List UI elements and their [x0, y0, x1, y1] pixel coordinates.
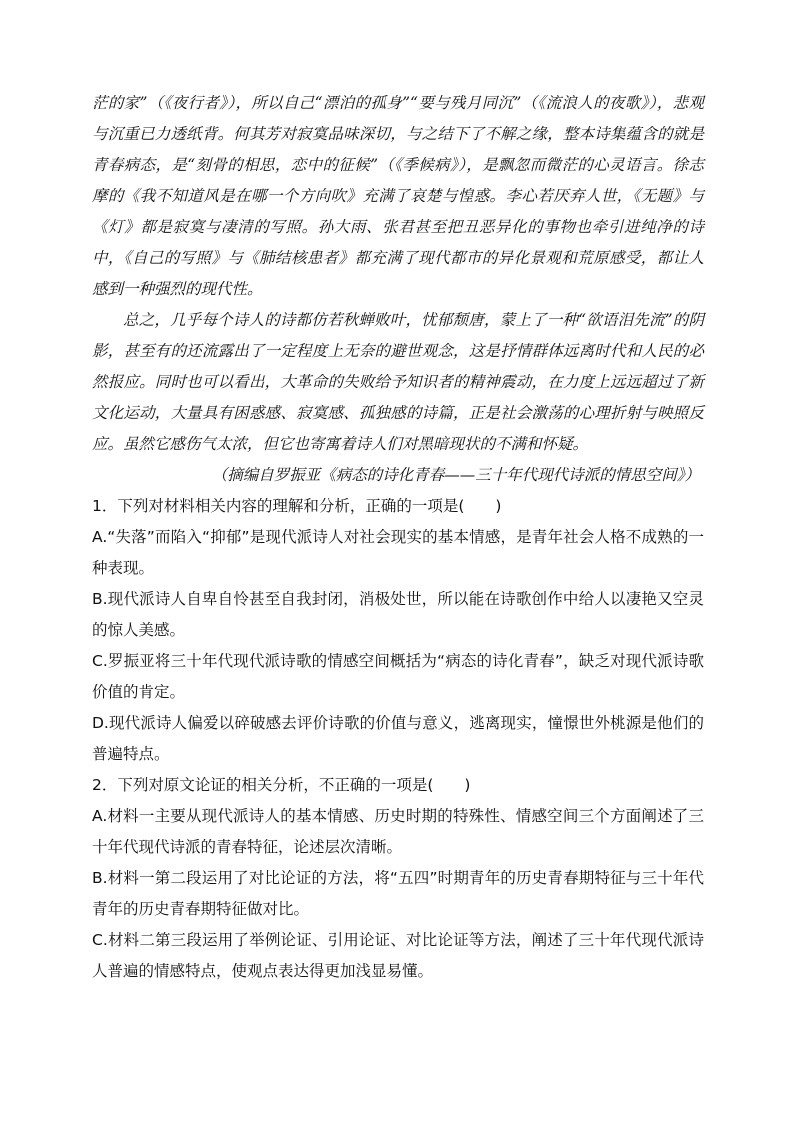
option-a: A.材料一主要从现代派诗人的基本情感、历史时期的特殊性、情感空间三个方面阐述了三十年代现代诗派的青春特征，论述层次清晰。	[92, 807, 704, 856]
document-page	[92, 88, 704, 987]
passage-source: （摘编自罗振亚《病态的诗化青春——三十年代现代诗派的情思空间》）	[211, 466, 700, 484]
option-b: B.现代派诗人自卑自怜甚至自我封闭，消极处世，所以能在诗歌创作中给人以凄艳又空灵的惊人美感。	[92, 590, 704, 639]
passage-paragraph: 茫的家”（《夜行者》），所以自己“漂泊的孤身”“要与残月同沉”（《流浪人的夜歌》），悲观与沉重已力透纸背。何其芳对寂寞品味深切，与之结下了不解之缘，整本诗集蕴含的就是青春病态，是“刻骨的相思，恋中的征候”（《季候病》），是飘忽而微茫的心灵语言。徐志摩的《我不知道风是在哪一个方向吹》充满了哀楚与惶惑。李心若厌弃人世，《无题》与《灯》都是寂寞与凄清的写照。孙大雨、张君甚至把丑恶异化的事物也牵引进纯净的诗中，《自己的写照》与《肺结核患者》都充满了现代都市的异化景观和荒原感受，都让人感到一种强烈的现代性。	[92, 94, 704, 298]
option-b: B.材料一第二段运用了对比论证的方法，将“五四”时期青年的历史青春期特征与三十年代青年的历史青春期特征做对比。	[92, 869, 704, 918]
option-a: A.“失落”而陷入“抑郁”是现代派诗人对社会现实的基本情感，是青年社会人格不成熟的一种表现。	[92, 528, 704, 577]
option-d: D.现代派诗人偏爱以碎破感去评价诗歌的价值与意义，逃离现实，憧憬世外桃源是他们的普遍特点。	[92, 714, 704, 763]
question-stem: 1．下列对材料相关内容的理解和分析，正确的一项是( )	[92, 497, 502, 515]
option-c: C.材料二第三段运用了举例论证、引用论证、对比论证等方法，阐述了三十年代现代派诗人普遍的情感特点，使观点表达得更加浅显易懂。	[92, 931, 704, 980]
question-2	[92, 770, 704, 987]
question-1	[92, 491, 704, 770]
question-stem: 2．下列对原文论证的相关分析，不正确的一项是( )	[92, 776, 471, 794]
passage-paragraph: 总之，几乎每个诗人的诗都仿若秋蝉败叶，忧郁颓唐，蒙上了一种“欲语泪先流”的阴影，甚至有的还流露出了一定程度上无奈的避世观念，这是抒情群体远离时代和人民的必然报应。同时也可以看出，大革命的失败给予知识者的精神震动，在力度上远远超过了新文化运动，大量具有困惑感、寂寞感、孤独感的诗篇，正是社会激荡的心理折射与映照反应。虽然它感伤气太浓，但它也寄寓着诗人们对黑暗现状的不满和怀疑。	[92, 311, 704, 453]
option-c: C.罗振亚将三十年代现代派诗歌的情感空间概括为“病态的诗化青春”，缺乏对现代派诗歌价值的肯定。	[92, 652, 704, 701]
